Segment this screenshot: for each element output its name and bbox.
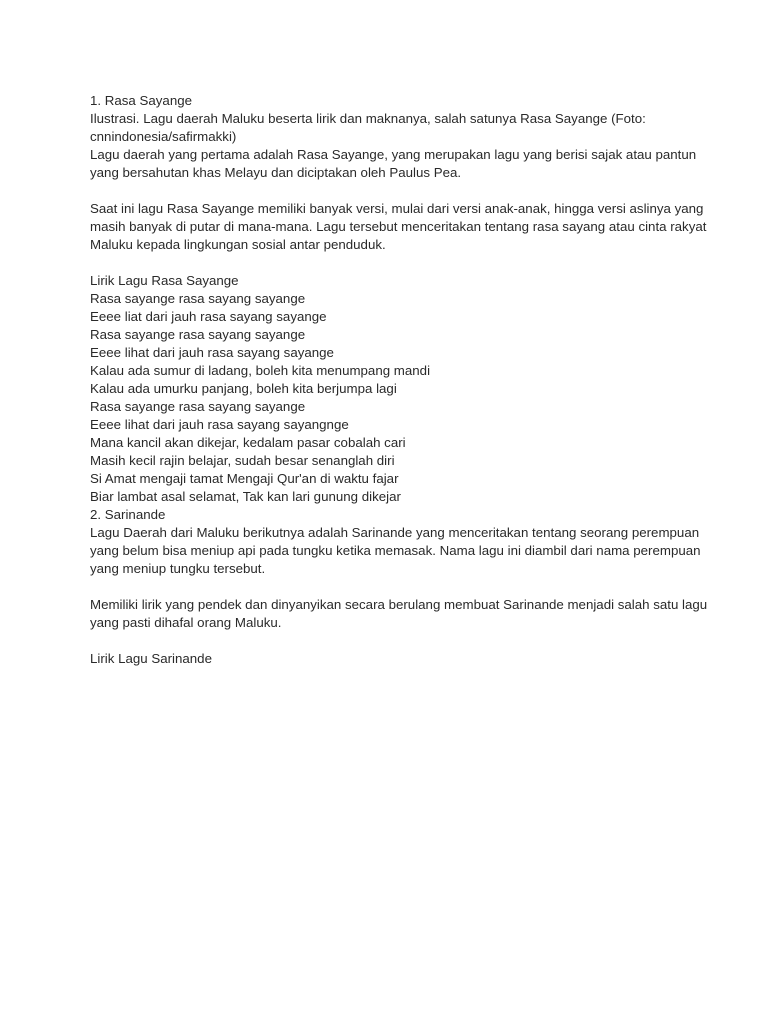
lyric-line: Rasa sayange rasa sayang sayange xyxy=(90,327,306,342)
lyric-line: Rasa sayange rasa sayang sayange xyxy=(90,399,306,414)
lyric-line: Rasa sayange rasa sayang sayange xyxy=(90,291,306,306)
section2-intro: Lagu Daerah dari Maluku berikutnya adalah Sarinande yang menceritakan tentang seorang perempuan yang belum bisa meniup api pada tungku ketika memasak. Nama lagu ini diambil dari nama perempuan yang meniup tungku tersebut. xyxy=(90,525,701,576)
section1-photo-caption: Ilustrasi. Lagu daerah Maluku beserta lirik dan maknanya, salah satunya Rasa Sayange (Foto: cnnindonesia/safirmakki) xyxy=(90,111,646,144)
document-content xyxy=(90,92,710,668)
spacer xyxy=(90,632,710,650)
lyric-line: Biar lambat asal selamat, Tak kan lari gunung dikejar xyxy=(90,489,401,504)
lyric-line: Eeee liat dari jauh rasa sayang sayange xyxy=(90,309,327,324)
lyric-line: Eeee lihat dari jauh rasa sayang sayangnge xyxy=(90,417,349,432)
lyric-line: Si Amat mengaji tamat Mengaji Qur'an di waktu fajar xyxy=(90,471,399,486)
section2-lyrics-title: Lirik Lagu Sarinande xyxy=(90,651,212,666)
section1-paragraph: Saat ini lagu Rasa Sayange memiliki banyak versi, mulai dari versi anak-anak, hingga versi aslinya yang masih banyak di putar di mana-mana. Lagu tersebut menceritakan tentang rasa sayang atau cinta rakyat Maluku kepada lingkungan sosial antar penduduk. xyxy=(90,201,707,252)
lyric-line: Eeee lihat dari jauh rasa sayang sayange xyxy=(90,345,334,360)
lyric-line: Kalau ada sumur di ladang, boleh kita menumpang mandi xyxy=(90,363,431,378)
section1-lyrics-title: Lirik Lagu Rasa Sayange xyxy=(90,273,239,288)
spacer xyxy=(90,182,710,200)
section2-heading: 2. Sarinande xyxy=(90,507,166,522)
lyric-line: Mana kancil akan dikejar, kedalam pasar cobalah cari xyxy=(90,435,406,450)
section1-intro: Lagu daerah yang pertama adalah Rasa Sayange, yang merupakan lagu yang berisi sajak atau pantun yang bersahutan khas Melayu dan diciptakan oleh Paulus Pea. xyxy=(90,147,697,180)
section1-heading: 1. Rasa Sayange xyxy=(90,93,193,108)
lyric-line: Kalau ada umurku panjang, boleh kita berjumpa lagi xyxy=(90,381,397,396)
section2-paragraph: Memiliki lirik yang pendek dan dinyanyikan secara berulang membuat Sarinande menjadi salah satu lagu yang pasti dihafal orang Maluku. xyxy=(90,597,708,630)
spacer xyxy=(90,578,710,596)
lyric-line: Masih kecil rajin belajar, sudah besar senanglah diri xyxy=(90,453,395,468)
spacer xyxy=(90,254,710,272)
